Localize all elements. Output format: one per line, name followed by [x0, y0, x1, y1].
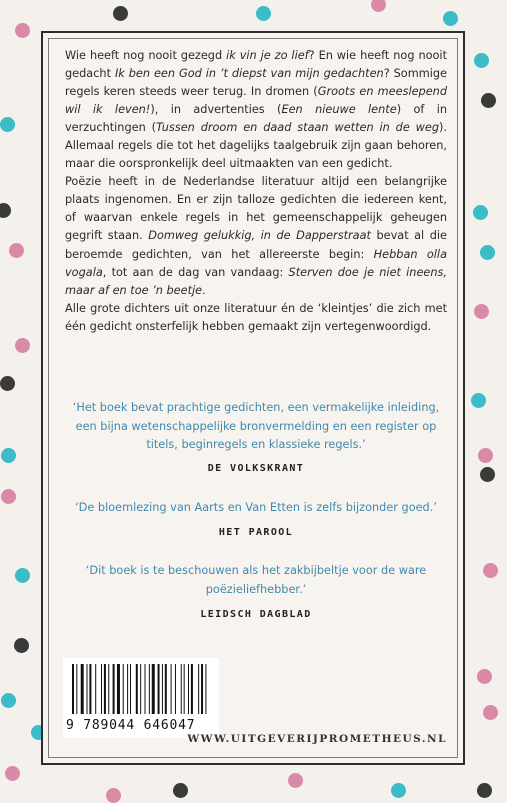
barcode-bar — [158, 664, 160, 714]
quoted-poem-line: Domweg gelukkig, in de Dapperstraat — [148, 229, 371, 243]
confetti-dot — [256, 6, 271, 21]
confetti-dot — [14, 638, 29, 653]
confetti-dot — [113, 6, 128, 21]
confetti-dot — [443, 11, 458, 26]
source-parool: HET PAROOL — [218, 527, 294, 538]
confetti-dot — [106, 788, 121, 803]
barcode-bar — [89, 664, 91, 714]
publisher-website: WWW.UITGEVERIJPROMETHEUS.NL — [187, 733, 447, 745]
quoted-poem-line: Hebban olla vogala — [65, 247, 447, 279]
blurb-paragraph-3 — [65, 300, 447, 336]
barcode-number: 9 789044 646047 — [66, 718, 196, 733]
barcode-bar — [117, 664, 120, 714]
text-run: Poëzie heeft in de Nederlandse literatuur altijd een belangrijke plaats ingenomen. En er zijn talloze gedichten die iedereen kent, of waarvan enkele regels in het gemeenschappelijk geheugen gegrift staan. — [65, 175, 447, 243]
text-run: ? Sommige regels keren steeds weer terug. In dromen ( — [65, 67, 447, 99]
confetti-dot — [478, 448, 493, 463]
confetti-dot — [391, 783, 406, 798]
blurb-paragraph-2 — [65, 173, 447, 299]
confetti-dot — [474, 53, 489, 68]
text-run: Alle grote dichters uit onze literatuur én de ‘kleintjes’ die zich met één gedicht onsterfelijk hebben gemaakt zijn vertegenwoordigd. — [65, 301, 447, 333]
text-run: ) of in verzuchtingen ( — [65, 103, 448, 135]
barcode-bar — [72, 664, 74, 714]
confetti-dot — [474, 304, 489, 319]
text-run: ), in advertenties ( — [150, 103, 282, 117]
confetti-dot — [471, 393, 486, 408]
barcode-bar — [149, 664, 150, 714]
confetti-dot — [1, 448, 16, 463]
barcode-bar — [201, 664, 203, 714]
quoted-poem-line: Groots en meeslepend wil ik leven! — [65, 85, 447, 117]
confetti-dot — [1, 489, 16, 504]
quote-leidsch-dagblad: ‘Dit boek is te beschouwen als het zakbijbeltje voor de ware poëzieliefhebber.’ — [85, 564, 427, 596]
confetti-dot — [483, 705, 498, 720]
confetti-dot — [480, 245, 495, 260]
confetti-dot — [5, 766, 20, 781]
blurb — [65, 47, 447, 336]
confetti-dot — [477, 783, 492, 798]
barcode-bar — [76, 664, 77, 714]
barcode-bar — [104, 664, 106, 714]
text-run: Wie heeft nog nooit gezegd — [65, 49, 227, 62]
confetti-dot — [483, 563, 498, 578]
barcode-bar — [191, 664, 193, 714]
barcode-bar — [184, 664, 185, 714]
barcode-bar — [162, 664, 163, 714]
confetti-dot — [0, 203, 11, 218]
barcode-bar — [145, 664, 146, 714]
confetti-dot — [288, 773, 303, 788]
confetti-dot — [1, 693, 16, 708]
confetti-dot — [371, 0, 386, 12]
barcode-bar — [136, 664, 138, 714]
blurb-paragraph-1 — [65, 47, 447, 173]
text-run: . — [202, 283, 206, 297]
confetti-dot — [15, 23, 30, 38]
text-run: , tot aan de dag van vandaag: — [102, 265, 289, 279]
barcode-bar — [123, 664, 124, 714]
barcode-bars — [72, 664, 212, 714]
barcode-bar — [140, 664, 141, 714]
source-leidsch-dagblad: LEIDSCH DAGBLAD — [200, 609, 312, 620]
barcode-bar — [101, 664, 102, 714]
confetti-dot — [481, 93, 496, 108]
barcode-bar — [181, 664, 182, 714]
confetti-dot — [0, 117, 15, 132]
text-panel — [41, 31, 465, 765]
barcode-bar — [175, 664, 176, 714]
quoted-poem-line: Ik ben een God in ’t diepst van mijn gedachten — [114, 67, 384, 81]
confetti-dot — [9, 243, 24, 258]
confetti-dot — [173, 783, 188, 798]
barcode-bar — [108, 664, 109, 714]
confetti-dot — [15, 338, 30, 353]
barcode-bar — [95, 664, 96, 714]
quoted-poem-line: Tussen droom en daad staan wetten in de weg — [156, 121, 439, 135]
confetti-dot — [15, 568, 30, 583]
isbn-barcode — [63, 658, 219, 738]
confetti-dot — [477, 669, 492, 684]
confetti-dot — [480, 467, 495, 482]
barcode-bar — [188, 664, 189, 714]
quoted-poem-line: Sterven doe je niet ineens, maar af en toe ’n beetje — [65, 265, 447, 297]
quoted-poem-line: Een nieuwe lente — [281, 103, 397, 117]
barcode-bar — [113, 664, 115, 714]
barcode-bar — [130, 664, 131, 714]
barcode-bar — [198, 664, 199, 714]
text-run: ). Allemaal regels die tot het dagelijks taalgebruik zijn gaan behoren, maar die oorspronkelijk deel uitmaakten van een gedicht. — [65, 121, 447, 171]
confetti-dot — [473, 205, 488, 220]
barcode-bar — [205, 664, 206, 714]
confetti-dot — [0, 376, 15, 391]
barcode-bar — [152, 664, 155, 714]
text-run: bevat al die beroemde gedichten, van het allereerste begin: — [65, 229, 447, 261]
text-run: ? En wie heeft nog nooit gedacht — [65, 49, 447, 81]
quote-volkskrant: ‘Het boek bevat prachtige gedichten, een vermakelijke inleiding, een bijna wetenschappelijke bronvermelding en een register op titels, beginregels en klassieke regels.’ — [72, 401, 440, 451]
barcode-bar — [81, 664, 84, 714]
quote-parool: ‘De bloemlezing van Aarts en Van Etten is zelfs bijzonder goed.’ — [75, 501, 437, 514]
barcode-bar — [127, 664, 128, 714]
barcode-bar — [171, 664, 172, 714]
barcode-bar — [87, 664, 88, 714]
barcode-bar — [165, 664, 167, 714]
source-volkskrant: DE VOLKSKRANT — [207, 463, 305, 474]
quoted-poem-line: ik vin je zo lief — [226, 49, 309, 62]
